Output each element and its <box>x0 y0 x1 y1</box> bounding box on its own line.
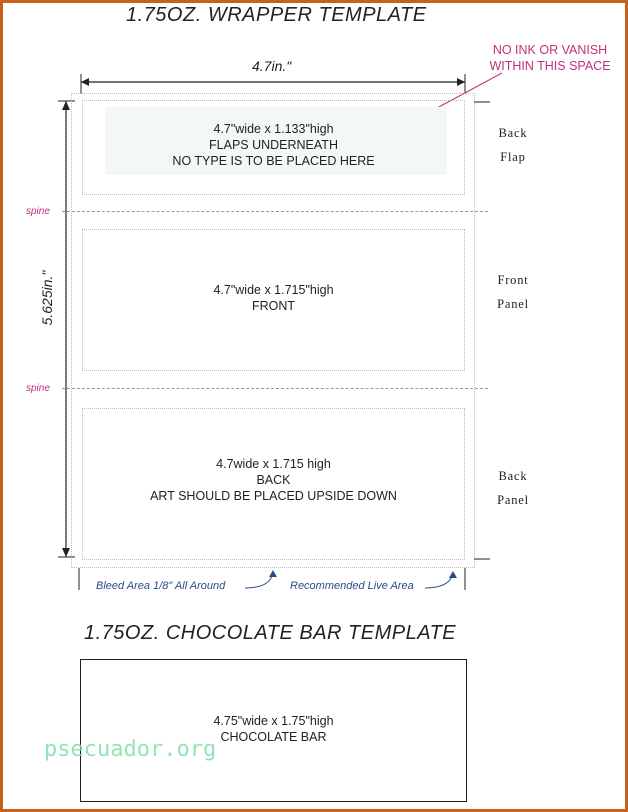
back-flap-panel <box>82 100 465 195</box>
live-area-caption: Recommended Live Area <box>290 580 414 592</box>
watermark: psecuador.org <box>44 737 217 762</box>
back-panel-label-1: Back <box>498 469 528 483</box>
back-flap-warning: NO TYPE IS TO BE PLACED HERE <box>172 154 375 168</box>
back-panel <box>82 408 465 560</box>
back-panel-text <box>83 456 464 504</box>
back-panel-label-2: Panel <box>497 493 529 507</box>
front-panel-name: FRONT <box>251 299 296 313</box>
back-flap-text <box>83 121 464 169</box>
spine-line-top <box>62 211 488 212</box>
width-label: 4.7in." <box>252 58 292 74</box>
back-flap-note: FLAPS UNDERNEATH <box>209 138 338 152</box>
front-panel-text <box>83 282 464 314</box>
bar-dimensions: 4.75"wide x 1.75"high <box>213 714 334 728</box>
no-ink-note-line1: NO INK OR VANISH <box>492 43 608 57</box>
back-panel-name: BACK <box>256 473 291 487</box>
wrapper-title: 1.75OZ. WRAPPER TEMPLATE <box>126 4 427 26</box>
bar-title: 1.75OZ. CHOCOLATE BAR TEMPLATE <box>84 622 457 644</box>
back-flap-side-label <box>488 121 538 169</box>
back-panel-instruction: ART SHOULD BE PLACED UPSIDE DOWN <box>150 489 397 503</box>
height-label: 5.625in." <box>39 270 55 326</box>
back-flap-label-1: Back <box>498 126 528 140</box>
front-panel <box>82 229 465 371</box>
front-panel-dimensions: 4.7"wide x 1.715"high <box>213 283 334 297</box>
chocolate-bar-box <box>80 659 467 802</box>
front-panel-side-label <box>486 268 540 316</box>
back-panel-dimensions: 4.7wide x 1.715 high <box>216 457 331 471</box>
bar-name: CHOCOLATE BAR <box>220 730 327 744</box>
spine-label-top: spine <box>26 206 50 217</box>
spine-line-bottom <box>62 388 488 389</box>
back-flap-label-2: Flap <box>500 150 526 164</box>
bleed-caption: Bleed Area 1/8" All Around <box>96 580 226 592</box>
no-ink-note-line2: WITHIN THIS SPACE <box>489 59 611 73</box>
back-panel-side-label <box>488 464 538 512</box>
front-panel-label-2: Panel <box>497 297 529 311</box>
spine-label-bottom: spine <box>26 383 50 394</box>
back-flap-dimensions: 4.7"wide x 1.133"high <box>213 122 334 136</box>
front-panel-label-1: Front <box>497 273 529 287</box>
